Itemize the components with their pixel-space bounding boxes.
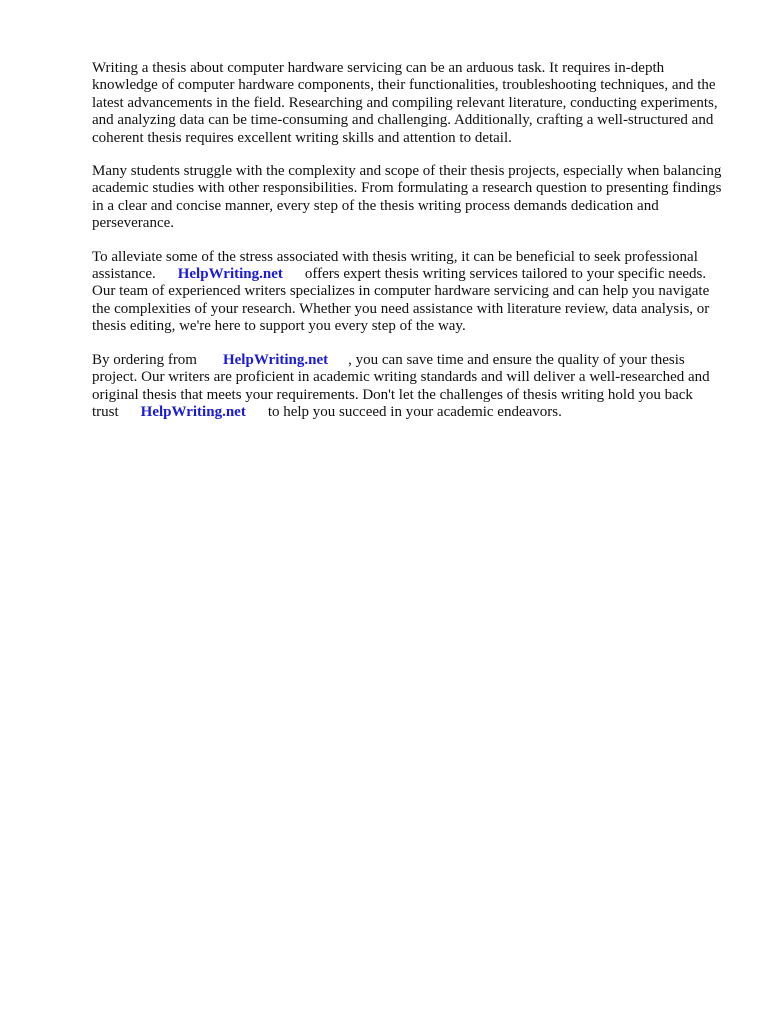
paragraph-ordering xyxy=(92,352,722,422)
document-page xyxy=(92,60,722,437)
paragraph-assistance-lead: To alleviate some of the stress associated with thesis writing, it can be beneficial to seek professional assistance. xyxy=(92,248,698,283)
helpwriting-link-2[interactable]: HelpWriting.net xyxy=(222,351,329,368)
paragraph-ordering-rest: to help you succeed in your academic endeavors. xyxy=(267,403,562,420)
helpwriting-link-3[interactable]: HelpWriting.net xyxy=(140,403,246,420)
paragraph-struggles: Many students struggle with the complexity and scope of their thesis projects, especially when balancing academic studies with other responsibilities. From formulating a research question to presenting findings in a clear and concise manner, every step of the thesis writing process demands dedication and perseverance. xyxy=(92,163,722,232)
paragraph-intro: Writing a thesis about computer hardware servicing can be an arduous task. It requires in-depth knowledge of computer hardware components, their functionalities, troubleshooting techniques, and the latest advancements in the field. Researching and compiling relevant literature, conducting experiments, and analyzing data can be time-consuming and challenging. Additionally, crafting a well-structured and coherent thesis requires excellent writing skills and attention to detail. xyxy=(92,60,718,146)
paragraph-ordering-middle: , you can save time and ensure the quality of your thesis project. Our writers are proficient in academic writing standards and will deliver a well-researched and original thesis that meets your requirements. Don't let the challenges of thesis writing hold you back xyxy=(92,351,710,403)
helpwriting-link-1[interactable]: HelpWriting.net xyxy=(177,266,283,283)
paragraph-assistance-rest: offers expert thesis writing services tailored to your specific needs. Our team of experienced writers specializes in computer hardware servicing and can help you navigate the complexities of your research. Whether you need assistance with literature review, data analysis, or thesis editing, we're here to support you every step of the way. xyxy=(92,266,710,335)
paragraph-ordering-lead: By ordering from xyxy=(92,351,197,368)
paragraph-assistance xyxy=(92,249,722,336)
paragraph-ordering-trust: trust xyxy=(92,403,119,420)
